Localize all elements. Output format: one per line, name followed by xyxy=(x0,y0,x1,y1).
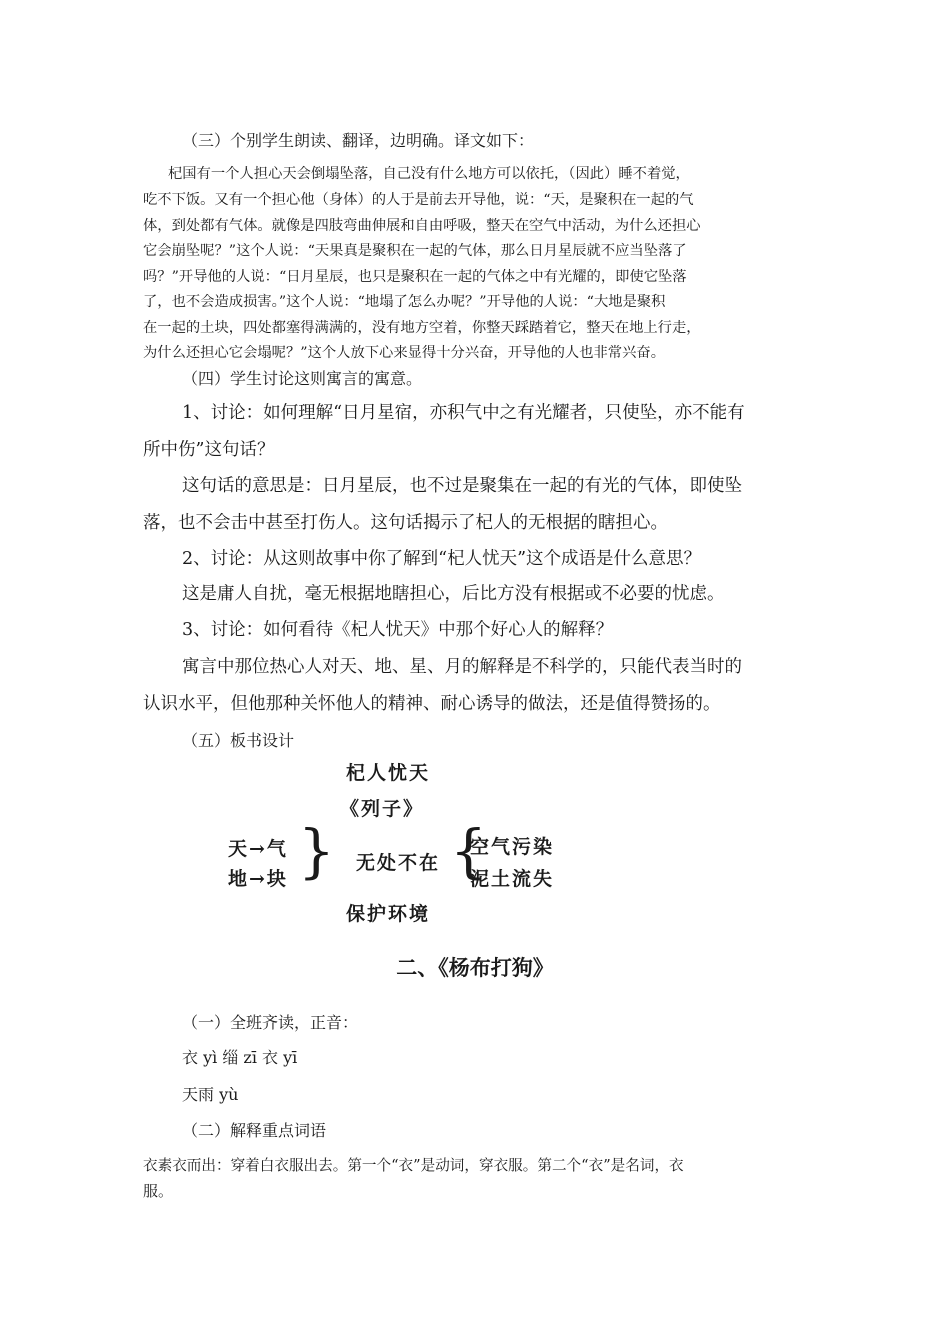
answer-3-cont: 认识水平，但他那种关怀他人的精神、耐心诱导的做法，还是值得赞扬的。 xyxy=(143,694,721,714)
definition-line-cont: 服。 xyxy=(143,1182,174,1200)
answer-2: 这是庸人自扰，毫无根据地瞎担心，后比方没有根据或不必要的忧虑。 xyxy=(182,584,725,604)
translation-line: 吃不下饭。又有一个担心他（身体）的人于是前去开导他，说：“天，是聚积在一起的气 xyxy=(143,192,694,208)
translation-line: 杞国有一个人担心天会倒塌坠落，自己没有什么地方可以依托，（因此）睡不着觉， xyxy=(168,166,690,182)
board-title: 杞人忧天 xyxy=(346,762,431,784)
discussion-question-2: 2、讨论：从这则故事中你了解到“杞人忧天”这个成语是什么意思？ xyxy=(182,549,702,569)
step-four-heading: （四）学生讨论这则寓言的寓意。 xyxy=(182,369,423,388)
board-bottom: 保护环境 xyxy=(346,903,431,925)
left-brace: } xyxy=(298,817,335,885)
definition-line: 衣素衣而出：穿着白衣服出去。第一个“衣”是动词，穿衣服。第二个“衣”是名词，衣 xyxy=(143,1157,684,1174)
section-two-step-one: （一）全班齐读，正音： xyxy=(182,1013,359,1032)
right-brace: { xyxy=(450,817,487,885)
discussion-question-1-cont: 所中伤”这句话？ xyxy=(143,440,275,460)
board-left-1: 天→气 xyxy=(228,838,288,860)
translation-line: 为什么还担心它会塌呢？”这个人放下心来显得十分兴奋，开导他的人也非常兴奋。 xyxy=(143,345,665,361)
answer-1-cont: 落，也不会击中甚至打伤人。这句话揭示了杞人的无根据的瞎担心。 xyxy=(143,513,668,533)
section-two-heading: 二、《杨布打狗》 xyxy=(396,955,554,980)
board-right-1: 空气污染 xyxy=(470,836,555,858)
discussion-question-1: 1、讨论：如何理解“日月星宿，亦积气中之有光耀者，只使坠，亦不能有 xyxy=(182,403,745,423)
pinyin-line-1: 衣 yì 缁 zī 衣 yī xyxy=(182,1048,298,1067)
board-middle: 无处不在 xyxy=(356,852,441,874)
translation-line: 体，到处都有气体。就像是四肢弯曲伸展和自由呼吸，整天在空气中活动，为什么还担心 xyxy=(143,218,701,234)
discussion-question-3: 3、讨论：如何看待《杞人忧天》中那个好心人的解释？ xyxy=(182,620,614,640)
translation-line: 了，也不会造成损害。”这个人说：“地塌了怎么办呢？”开导他的人说：“大地是聚积 xyxy=(143,294,666,310)
section-two-step-two: （二）解释重点词语 xyxy=(182,1121,327,1140)
pinyin-line-2: 天雨 yù xyxy=(182,1085,239,1104)
board-source: 《列子》 xyxy=(340,798,425,820)
board-left-2: 地→块 xyxy=(228,868,288,890)
answer-3: 寓言中那位热心人对天、地、星、月的解释是不科学的，只能代表当时的 xyxy=(182,657,742,677)
translation-line: 它会崩坠呢？”这个人说：“天果真是聚积在一起的气体，那么日月星辰就不应当坠落了 xyxy=(143,243,687,259)
blackboard-design xyxy=(222,752,602,932)
step-five-heading: （五）板书设计 xyxy=(182,731,295,750)
translation-line: 在一起的土块，四处都塞得满满的，没有地方空着，你整天踩踏着它，整天在地上行走， xyxy=(143,320,701,336)
step-three-heading: （三）个别学生朗读、翻译，边明确。译文如下： xyxy=(182,131,535,150)
translation-line: 吗？”开导他的人说：“日月星辰，也只是聚积在一起的气体之中有光耀的，即使它坠落 xyxy=(143,269,687,285)
answer-1: 这句话的意思是：日月星辰，也不过是聚集在一起的有光的气体，即使坠 xyxy=(182,476,742,496)
board-right-2: 泥土流失 xyxy=(470,868,555,890)
